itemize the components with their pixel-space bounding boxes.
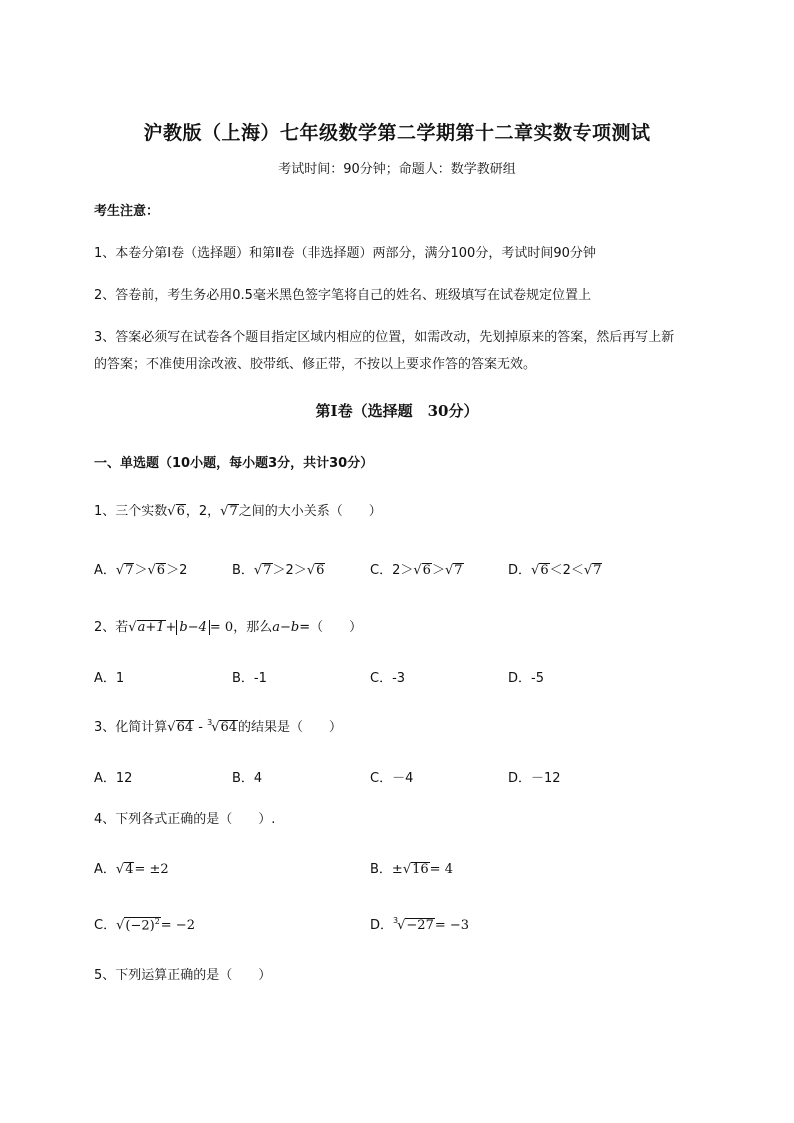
q2-option-a: A．1 — [94, 671, 125, 686]
root-index: 3 — [393, 916, 399, 925]
option-label: C． — [94, 918, 117, 933]
operator: ＞ — [293, 563, 307, 578]
notice-heading: 考生注意： — [94, 204, 160, 219]
sqrt-icon: √ — [128, 620, 137, 635]
sqrt-icon: √ — [413, 563, 422, 578]
sqrt-icon: √ — [531, 563, 540, 578]
operator: ＞ — [166, 563, 180, 578]
question-4: 4、下列各式正确的是（ ）. — [94, 812, 276, 827]
radicand: 6 — [540, 563, 549, 578]
expression-rest: = 4 — [429, 862, 453, 877]
cube-root-icon: √ — [211, 720, 220, 735]
radicand: 7 — [263, 563, 272, 578]
radicand: 16 — [412, 862, 429, 877]
q2-equals: = 0 — [209, 620, 234, 635]
q2-absolute-value: b−4 — [176, 620, 210, 635]
radicand: 7 — [593, 563, 602, 578]
q4-option-b — [370, 858, 453, 877]
q1-text: 1、三个实数 — [94, 504, 168, 519]
sqrt-icon: √ — [402, 862, 412, 877]
radicand: (−2) — [125, 918, 155, 933]
q1-option-d — [508, 559, 602, 578]
question-3 — [94, 716, 342, 735]
option-label: D． — [508, 563, 532, 578]
q1-option-b — [232, 559, 325, 578]
radicand: −27 — [406, 918, 434, 933]
q2-text: 2、若 — [94, 620, 129, 635]
q2-radicand: a+1 — [137, 620, 165, 635]
expression-rest: = −2 — [160, 918, 195, 933]
radicand: 7 — [454, 563, 463, 578]
plus-minus: ± — [391, 862, 403, 877]
q4-option-c — [94, 914, 195, 933]
notice-item-3: 3、答案必须写在试卷各个题目指定区域内相应的位置，如需改动，先划掉原来的答案，然后再写上新 — [94, 330, 675, 345]
q4-option-a — [94, 858, 169, 877]
operator: - — [194, 720, 208, 735]
q2-post: =（ ） — [299, 620, 363, 635]
q2-option-b: B．-1 — [232, 671, 267, 686]
sqrt-icon: √ — [116, 918, 125, 933]
q3-option-b: B．4 — [232, 771, 263, 786]
q1-radicand-2: 7 — [229, 504, 238, 519]
question-5: 5、下列运算正确的是（ ） — [94, 968, 272, 983]
radicand: 6 — [422, 563, 431, 578]
notice-item-3-cont: 的答案；不准使用涂改液、胶带纸、修正带，不按以上要求作答的答案无效。 — [94, 357, 537, 372]
q1-option-c — [370, 559, 464, 578]
operator: + — [165, 620, 177, 635]
q2-option-c: C．-3 — [370, 671, 406, 686]
exam-info: 考试时间：90分钟；命题人：数学教研组 — [278, 162, 516, 177]
q3-radicand-2: 64 — [220, 720, 238, 735]
q3-option-a: A．12 — [94, 771, 133, 786]
cube-root-icon: √ — [397, 918, 406, 933]
q1-mid: ，2， — [185, 504, 221, 519]
radicand: 6 — [316, 563, 325, 578]
q4-option-d — [370, 914, 469, 933]
q3-radicand-1: 64 — [176, 720, 194, 735]
radicand: 7 — [125, 563, 134, 578]
exponent: 2 — [154, 916, 160, 926]
q2-expression: a−b — [272, 620, 300, 635]
notice-item-1: 1、本卷分第Ⅰ卷（选择题）和第Ⅱ卷（非选择题）两部分，满分100分，考试时间90分钟 — [94, 246, 596, 261]
sqrt-icon: √ — [220, 504, 229, 519]
q3-option-d: D．－12 — [508, 771, 561, 786]
expression-rest: = −3 — [434, 918, 470, 933]
sqrt-icon: √ — [444, 563, 454, 578]
question-2 — [94, 616, 362, 635]
sqrt-icon: √ — [583, 563, 593, 578]
operator: ＞ — [400, 563, 414, 578]
section-title: 第Ⅰ卷（选择题 30分） — [315, 402, 479, 420]
part-title: 一、单选题（10小题，每小题3分，共计30分） — [94, 456, 374, 471]
number: 2 — [179, 563, 188, 578]
radicand: 6 — [156, 563, 166, 578]
number: 2 — [562, 563, 571, 578]
q1-post: 之间的大小关系（ ） — [238, 504, 382, 519]
page-title: 沪教版（上海）七年级数学第二学期第十二章实数专项测试 — [143, 122, 651, 144]
expression-rest: = ±2 — [134, 862, 169, 877]
q2-option-d: D．-5 — [508, 671, 544, 686]
operator: ＞ — [134, 563, 148, 578]
sqrt-icon: √ — [306, 563, 316, 578]
operator: ＞ — [431, 563, 445, 578]
operator: ＞ — [272, 563, 286, 578]
option-label: A． — [94, 563, 116, 578]
q1-option-a — [94, 559, 187, 578]
q3-post: 的结果是（ ） — [238, 720, 343, 735]
option-label: A． — [94, 862, 116, 877]
notice-item-2: 2、答卷前，考生务必用0.5毫米黑色签字笔将自己的姓名、班级填写在试卷规定位置上 — [94, 288, 591, 303]
number: 2 — [392, 563, 401, 578]
operator: ＜ — [549, 563, 563, 578]
number: 2 — [285, 563, 294, 578]
option-label: C． — [370, 563, 393, 578]
root-index: 3 — [207, 718, 213, 727]
q1-radicand-1: 6 — [176, 504, 185, 519]
sqrt-icon: √ — [167, 720, 176, 735]
sqrt-icon: √ — [115, 862, 125, 877]
sqrt-icon: √ — [167, 504, 176, 519]
q2-mid: ，那么 — [233, 620, 273, 635]
sqrt-icon: √ — [115, 563, 125, 578]
radicand: 4 — [125, 862, 134, 877]
sqrt-icon: √ — [147, 563, 156, 578]
option-label: B． — [232, 563, 254, 578]
sqrt-icon: √ — [253, 563, 263, 578]
q3-text: 3、化简计算 — [94, 720, 168, 735]
q3-option-c: C．－4 — [370, 771, 414, 786]
operator: ＜ — [570, 563, 584, 578]
question-1 — [94, 500, 382, 519]
option-label: B． — [370, 862, 392, 877]
option-label: D． — [370, 918, 394, 933]
